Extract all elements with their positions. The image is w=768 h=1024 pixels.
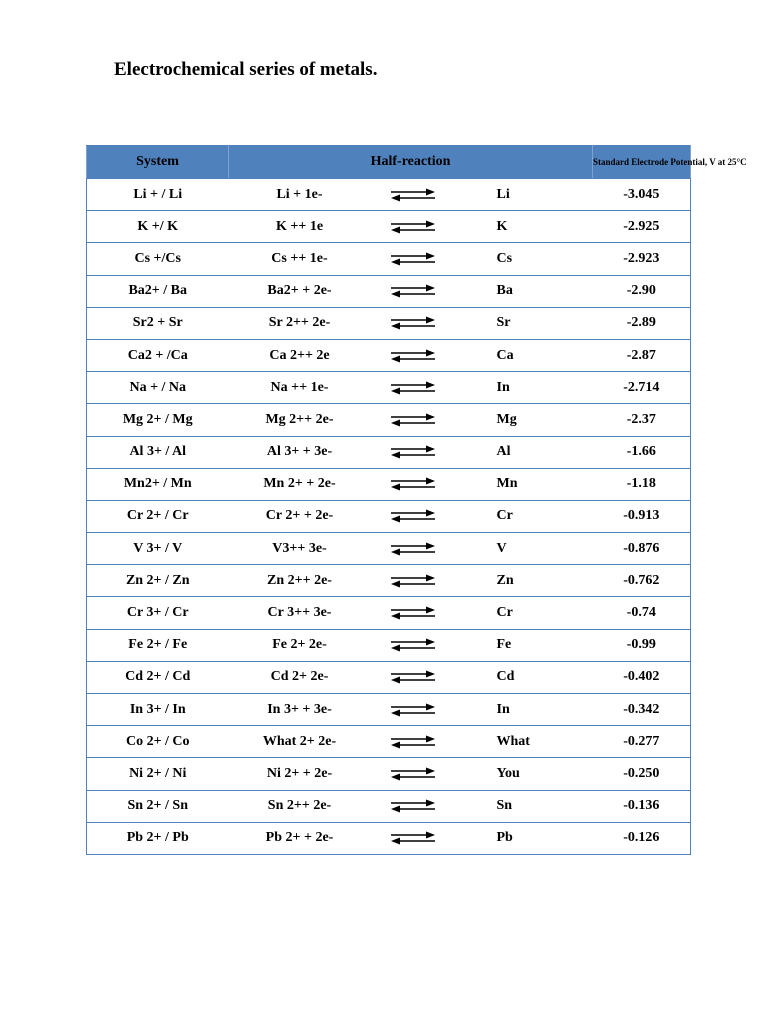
system-cell: Cr 2+ / Cr bbox=[87, 500, 229, 532]
equilibrium-arrows-icon bbox=[371, 694, 455, 726]
potential-cell: -0.250 bbox=[593, 758, 691, 790]
header-potential: Standard Electrode Potential, V at 25°C bbox=[593, 146, 691, 179]
reactant-cell: Fe 2+ 2e- bbox=[229, 629, 371, 661]
system-cell: Mg 2+ / Mg bbox=[87, 404, 229, 436]
reactant-cell: Ba2+ + 2e- bbox=[229, 275, 371, 307]
table-row bbox=[87, 404, 691, 436]
equilibrium-arrows-icon bbox=[371, 661, 455, 693]
equilibrium-arrows-icon bbox=[371, 307, 455, 339]
reactant-cell: In 3+ + 3e- bbox=[229, 694, 371, 726]
system-cell: Pb 2+ / Pb bbox=[87, 822, 229, 854]
equilibrium-arrows-icon bbox=[371, 468, 455, 500]
table-row bbox=[87, 179, 691, 211]
equilibrium-arrows-icon bbox=[371, 179, 455, 211]
system-cell: Cd 2+ / Cd bbox=[87, 661, 229, 693]
system-cell: Na + / Na bbox=[87, 372, 229, 404]
table-row bbox=[87, 758, 691, 790]
equilibrium-arrows-icon bbox=[371, 822, 455, 854]
potential-cell: -2.37 bbox=[593, 404, 691, 436]
product-cell: Fe bbox=[455, 629, 593, 661]
table-row bbox=[87, 436, 691, 468]
potential-cell: -1.66 bbox=[593, 436, 691, 468]
equilibrium-arrows-icon bbox=[371, 436, 455, 468]
reactant-cell: V3++ 3e- bbox=[229, 533, 371, 565]
equilibrium-arrows-icon bbox=[371, 243, 455, 275]
system-cell: Sn 2+ / Sn bbox=[87, 790, 229, 822]
equilibrium-arrows-icon bbox=[371, 758, 455, 790]
table-row bbox=[87, 339, 691, 371]
reactant-cell: Al 3+ + 3e- bbox=[229, 436, 371, 468]
potential-cell: -0.342 bbox=[593, 694, 691, 726]
product-cell: Ca bbox=[455, 339, 593, 371]
product-cell: Cd bbox=[455, 661, 593, 693]
system-cell: Mn2+ / Mn bbox=[87, 468, 229, 500]
reactant-cell: Pb 2+ + 2e- bbox=[229, 822, 371, 854]
equilibrium-arrows-icon bbox=[371, 500, 455, 532]
product-cell: V bbox=[455, 533, 593, 565]
table-header-row bbox=[87, 146, 691, 179]
equilibrium-arrows-icon bbox=[371, 372, 455, 404]
table-row bbox=[87, 629, 691, 661]
product-cell: Cr bbox=[455, 597, 593, 629]
table-row bbox=[87, 661, 691, 693]
system-cell: Zn 2+ / Zn bbox=[87, 565, 229, 597]
table-row bbox=[87, 565, 691, 597]
potential-cell: -2.923 bbox=[593, 243, 691, 275]
table-row bbox=[87, 243, 691, 275]
equilibrium-arrows-icon bbox=[371, 726, 455, 758]
potential-cell: -2.89 bbox=[593, 307, 691, 339]
reactant-cell: Mg 2++ 2e- bbox=[229, 404, 371, 436]
table-row bbox=[87, 275, 691, 307]
reactant-cell: Na ++ 1e- bbox=[229, 372, 371, 404]
system-cell: Al 3+ / Al bbox=[87, 436, 229, 468]
reactant-cell: What 2+ 2e- bbox=[229, 726, 371, 758]
product-cell: In bbox=[455, 694, 593, 726]
system-cell: Li + / Li bbox=[87, 179, 229, 211]
potential-cell: -2.90 bbox=[593, 275, 691, 307]
reactant-cell: Ca 2++ 2e bbox=[229, 339, 371, 371]
product-cell: Zn bbox=[455, 565, 593, 597]
table-row bbox=[87, 533, 691, 565]
potential-cell: -2.925 bbox=[593, 211, 691, 243]
product-cell: Ba bbox=[455, 275, 593, 307]
potential-cell: -0.74 bbox=[593, 597, 691, 629]
product-cell: What bbox=[455, 726, 593, 758]
reactant-cell: Cr 3++ 3e- bbox=[229, 597, 371, 629]
system-cell: Co 2+ / Co bbox=[87, 726, 229, 758]
table-row bbox=[87, 822, 691, 854]
reactant-cell: Zn 2++ 2e- bbox=[229, 565, 371, 597]
equilibrium-arrows-icon bbox=[371, 404, 455, 436]
system-cell: Sr2 + Sr bbox=[87, 307, 229, 339]
system-cell: V 3+ / V bbox=[87, 533, 229, 565]
reactant-cell: K ++ 1e bbox=[229, 211, 371, 243]
potential-cell: -1.18 bbox=[593, 468, 691, 500]
reactant-cell: Mn 2+ + 2e- bbox=[229, 468, 371, 500]
system-cell: In 3+ / In bbox=[87, 694, 229, 726]
equilibrium-arrows-icon bbox=[371, 211, 455, 243]
page-title: Electrochemical series of metals. bbox=[114, 59, 378, 80]
system-cell: Cr 3+ / Cr bbox=[87, 597, 229, 629]
table-row bbox=[87, 372, 691, 404]
product-cell: Sn bbox=[455, 790, 593, 822]
table-row bbox=[87, 468, 691, 500]
table-row bbox=[87, 500, 691, 532]
potential-cell: -0.762 bbox=[593, 565, 691, 597]
reactant-cell: Cd 2+ 2e- bbox=[229, 661, 371, 693]
reactant-cell: Cr 2+ + 2e- bbox=[229, 500, 371, 532]
potential-cell: -2.714 bbox=[593, 372, 691, 404]
product-cell: Cs bbox=[455, 243, 593, 275]
product-cell: Mn bbox=[455, 468, 593, 500]
system-cell: Ca2 + /Ca bbox=[87, 339, 229, 371]
table-row bbox=[87, 211, 691, 243]
equilibrium-arrows-icon bbox=[371, 629, 455, 661]
product-cell: Sr bbox=[455, 307, 593, 339]
product-cell: Pb bbox=[455, 822, 593, 854]
table-row bbox=[87, 726, 691, 758]
system-cell: K +/ K bbox=[87, 211, 229, 243]
table-row bbox=[87, 790, 691, 822]
product-cell: Al bbox=[455, 436, 593, 468]
potential-cell: -0.99 bbox=[593, 629, 691, 661]
table-row bbox=[87, 694, 691, 726]
system-cell: Fe 2+ / Fe bbox=[87, 629, 229, 661]
table-body bbox=[87, 179, 691, 855]
potential-cell: -0.136 bbox=[593, 790, 691, 822]
table-row bbox=[87, 307, 691, 339]
equilibrium-arrows-icon bbox=[371, 339, 455, 371]
product-cell: K bbox=[455, 211, 593, 243]
product-cell: In bbox=[455, 372, 593, 404]
electrochemical-series-table bbox=[86, 145, 747, 855]
product-cell: Cr bbox=[455, 500, 593, 532]
potential-cell: -0.126 bbox=[593, 822, 691, 854]
potential-cell: -3.045 bbox=[593, 179, 691, 211]
equilibrium-arrows-icon bbox=[371, 533, 455, 565]
reactant-cell: Ni 2+ + 2e- bbox=[229, 758, 371, 790]
potential-cell: -0.876 bbox=[593, 533, 691, 565]
potential-cell: -0.402 bbox=[593, 661, 691, 693]
table-row bbox=[87, 597, 691, 629]
equilibrium-arrows-icon bbox=[371, 597, 455, 629]
equilibrium-arrows-icon bbox=[371, 790, 455, 822]
reactant-cell: Sr 2++ 2e- bbox=[229, 307, 371, 339]
system-cell: Ni 2+ / Ni bbox=[87, 758, 229, 790]
reactant-cell: Li + 1e- bbox=[229, 179, 371, 211]
product-cell: Li bbox=[455, 179, 593, 211]
header-half-reaction: Half-reaction bbox=[229, 146, 593, 179]
equilibrium-arrows-icon bbox=[371, 275, 455, 307]
potential-cell: -2.87 bbox=[593, 339, 691, 371]
reactant-cell: Sn 2++ 2e- bbox=[229, 790, 371, 822]
system-cell: Cs +/Cs bbox=[87, 243, 229, 275]
product-cell: You bbox=[455, 758, 593, 790]
equilibrium-arrows-icon bbox=[371, 565, 455, 597]
potential-cell: -0.277 bbox=[593, 726, 691, 758]
header-system: System bbox=[87, 146, 229, 179]
reactant-cell: Cs ++ 1e- bbox=[229, 243, 371, 275]
product-cell: Mg bbox=[455, 404, 593, 436]
potential-cell: -0.913 bbox=[593, 500, 691, 532]
system-cell: Ba2+ / Ba bbox=[87, 275, 229, 307]
